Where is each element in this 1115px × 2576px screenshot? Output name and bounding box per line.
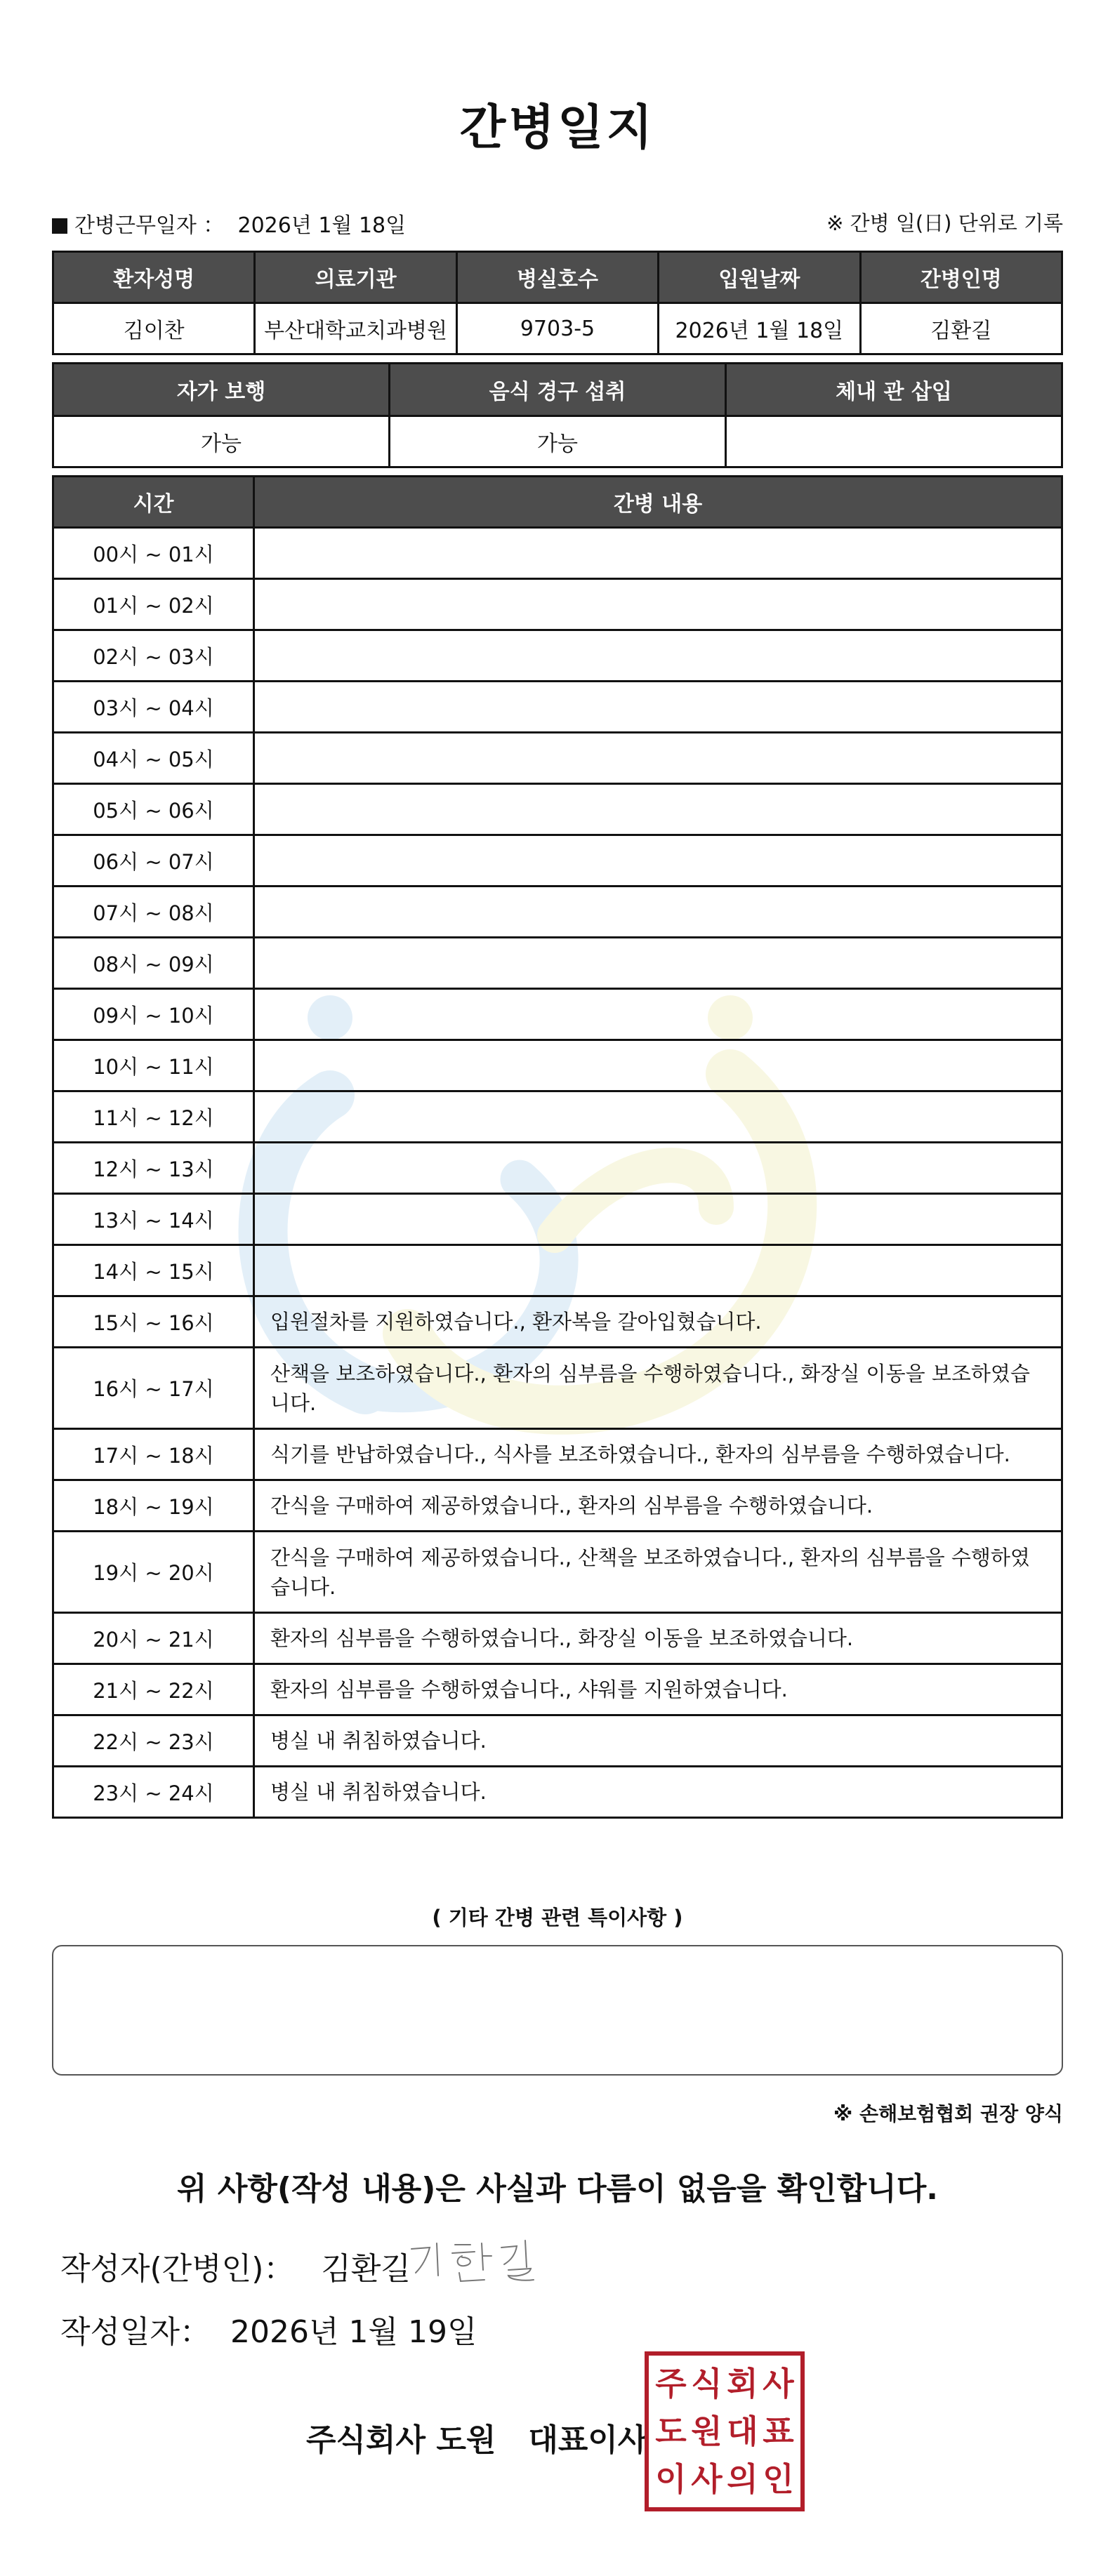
company-line [306,2415,647,2459]
log-time-cell: 16시 ~ 17시 [53,1348,254,1429]
log-content-cell [254,1040,1062,1091]
patient-value-row [53,303,1062,354]
header-caregiver-name: 간병인명 [860,252,1062,303]
log-time-cell: 18시 ~ 19시 [53,1480,254,1532]
written-date-label: 작성일자： [60,2314,211,2350]
log-content-cell [254,1091,1062,1143]
header-oral-intake: 음식 경구 섭취 [390,364,726,416]
notes-box [52,1945,1063,2076]
log-row [53,1040,1062,1091]
header-patient-name: 환자성명 [53,252,255,303]
work-date-line [52,208,406,239]
handwritten-signature [406,2236,546,2285]
log-row [53,938,1062,989]
log-content-cell: 입원절차를 지원하였습니다., 환자복을 갈아입혔습니다. [254,1296,1062,1348]
written-date-value: 2026년 1월 19일 [230,2314,477,2350]
log-row [53,1767,1062,1818]
log-row [53,1532,1062,1613]
log-content-cell [254,528,1062,579]
log-time-cell: 15시 ~ 16시 [53,1296,254,1348]
admission-date-cell: 2026년 1월 18일 [659,303,860,354]
work-date-label: 간병근무일자 ： [74,213,225,238]
log-time-cell: 11시 ~ 12시 [53,1091,254,1143]
header-room-number: 병실호수 [456,252,658,303]
log-row [53,1429,1062,1480]
log-row [53,528,1062,579]
tube-insertion-cell [726,416,1062,467]
log-time-cell: 20시 ~ 21시 [53,1613,254,1664]
caregiver-name-cell: 김환길 [860,303,1062,354]
log-content-cell: 식기를 반납하였습니다., 식사를 보조하였습니다., 환자의 심부름을 수행하였습니다. [254,1429,1062,1480]
company-title: 대표이사 [528,2422,648,2458]
log-time-cell: 00시 ~ 01시 [53,528,254,579]
log-row [53,887,1062,938]
log-content-cell [254,733,1062,784]
log-content-cell: 산책을 보조하였습니다., 환자의 심부름을 수행하였습니다., 화장실 이동을 보조하였습니다. [254,1348,1062,1429]
status-value-row [53,416,1062,467]
patient-info-table [52,251,1063,355]
log-row [53,1245,1062,1296]
log-content-cell [254,938,1062,989]
log-time-cell: 04시 ~ 05시 [53,733,254,784]
form-source-note: ※ 손해보험협회 권장 양식 [833,2102,1063,2125]
work-date-value: 2026년 1월 18일 [237,213,407,238]
confirmation-statement: 위 사항(작성 내용)은 사실과 다름이 없음을 확인합니다. [177,2171,938,2207]
log-time-cell: 10시 ~ 11시 [53,1040,254,1091]
log-row [53,1715,1062,1767]
self-walking-cell: 가능 [53,416,390,467]
log-content-cell [254,989,1062,1040]
log-time-cell: 22시 ~ 23시 [53,1715,254,1767]
company-seal: 주 식 회 사 도 원 대 표 이 사 의 인 [645,2351,805,2511]
log-content-cell [254,1194,1062,1245]
log-time-cell: 05시 ~ 06시 [53,784,254,835]
log-row [53,1194,1062,1245]
log-time-cell: 03시 ~ 04시 [53,682,254,733]
log-row [53,630,1062,682]
log-time-cell: 07시 ~ 08시 [53,887,254,938]
log-row [53,1664,1062,1715]
written-date-line [60,2306,477,2351]
log-content-cell [254,1143,1062,1194]
header-hospital: 의료기관 [255,252,456,303]
hospital-cell: 부산대학교치과병원 [255,303,456,354]
header-tube-insertion: 체내 관 삽입 [726,364,1062,416]
log-row [53,989,1062,1040]
log-row [53,1480,1062,1532]
log-row [53,733,1062,784]
log-content-cell: 병실 내 취침하였습니다. [254,1767,1062,1818]
log-row [53,1296,1062,1348]
log-content-cell: 환자의 심부름을 수행하였습니다., 화장실 이동을 보조하였습니다. [254,1613,1062,1664]
log-content-cell: 간식을 구매하여 제공하였습니다., 환자의 심부름을 수행하였습니다. [254,1480,1062,1532]
log-content-cell [254,1245,1062,1296]
care-log-table [52,475,1063,1819]
log-row [53,835,1062,887]
room-number-cell: 9703-5 [456,303,658,354]
square-bullet-icon [52,218,67,234]
company-name: 주식회사 도원 [306,2422,496,2458]
log-content-cell [254,579,1062,630]
record-note: ※ 간병 일(日) 단위로 기록 [826,211,1063,235]
log-row [53,1143,1062,1194]
log-content-cell [254,630,1062,682]
log-row [53,682,1062,733]
log-time-cell: 23시 ~ 24시 [53,1767,254,1818]
status-table [52,362,1063,468]
log-content-cell: 간식을 구매하여 제공하였습니다., 산책을 보조하였습니다., 환자의 심부름을 수행하였습니다. [254,1532,1062,1613]
log-row [53,1091,1062,1143]
patient-header-row [53,252,1062,303]
log-time-cell: 01시 ~ 02시 [53,579,254,630]
log-time-cell: 12시 ~ 13시 [53,1143,254,1194]
log-content-cell [254,784,1062,835]
document-title: 간병일지 [459,100,656,156]
log-content-cell [254,682,1062,733]
writer-line [60,2243,411,2288]
log-time-cell: 02시 ~ 03시 [53,630,254,682]
log-row [53,1613,1062,1664]
log-content-cell: 병실 내 취침하였습니다. [254,1715,1062,1767]
log-time-cell: 06시 ~ 07시 [53,835,254,887]
header-admission-date: 입원날짜 [659,252,860,303]
log-content-cell: 환자의 심부름을 수행하였습니다., 샤워를 지원하였습니다. [254,1664,1062,1715]
log-time-cell: 09시 ~ 10시 [53,989,254,1040]
log-row [53,784,1062,835]
log-time-cell: 17시 ~ 18시 [53,1429,254,1480]
log-time-cell: 08시 ~ 09시 [53,938,254,989]
log-time-cell: 14시 ~ 15시 [53,1245,254,1296]
log-row [53,579,1062,630]
log-content-cell [254,835,1062,887]
writer-label: 작성자(간병인)： [60,2251,295,2287]
header-time: 시간 [53,477,254,528]
notes-title: ( 기타 간병 관련 특이사항 ) [432,1906,683,1930]
oral-intake-cell: 가능 [390,416,726,467]
log-row [53,1348,1062,1429]
log-time-cell: 19시 ~ 20시 [53,1532,254,1613]
writer-name: 김환길 [321,2251,411,2287]
header-care-content: 간병 내용 [254,477,1062,528]
log-time-cell: 21시 ~ 22시 [53,1664,254,1715]
patient-name-cell: 김이찬 [53,303,255,354]
log-time-cell: 13시 ~ 14시 [53,1194,254,1245]
status-header-row [53,364,1062,416]
header-self-walking: 자가 보행 [53,364,390,416]
log-header-row [53,477,1062,528]
log-content-cell [254,887,1062,938]
